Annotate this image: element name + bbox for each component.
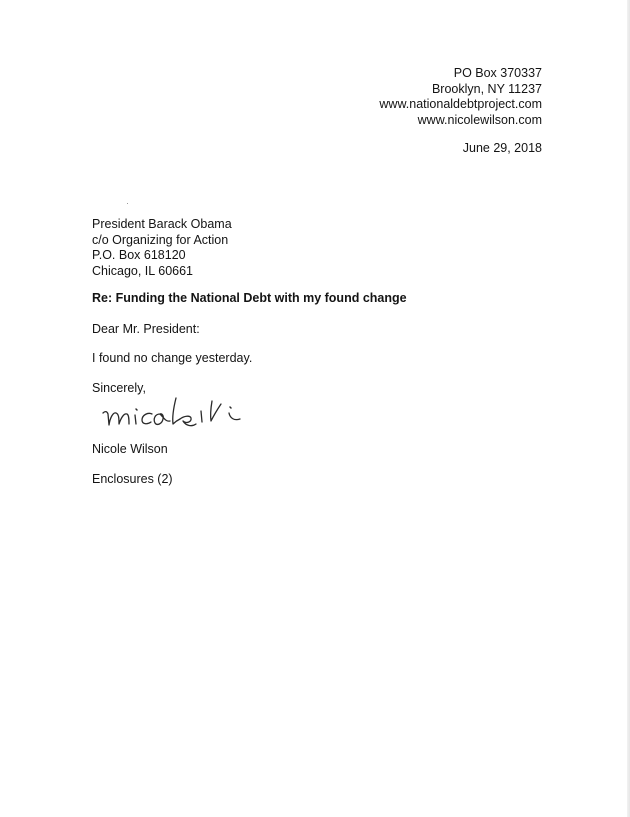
letter-body: I found no change yesterday.	[92, 351, 253, 365]
scan-speck	[127, 203, 128, 204]
subject-line: Re: Funding the National Debt with my found change	[92, 291, 407, 305]
sender-po-box: PO Box 370337	[453, 66, 542, 80]
recipient-care-of: c/o Organizing for Action	[92, 232, 229, 247]
signer-name: Nicole Wilson	[92, 442, 168, 456]
sender-address-block	[379, 66, 542, 128]
enclosures-note: Enclosures (2)	[92, 472, 173, 486]
closing: Sincerely,	[92, 381, 146, 395]
sender-website-personal: www.nicolewilson.com	[417, 112, 542, 127]
sender-website-debt-project: www.nationaldebtproject.com	[379, 97, 542, 111]
letter-date: June 29, 2018	[462, 141, 542, 155]
recipient-city-state-zip: Chicago, IL 60661	[92, 263, 194, 278]
recipient-address-block	[92, 217, 232, 279]
recipient-name: President Barack Obama	[92, 217, 232, 231]
sender-city-state-zip: Brooklyn, NY 11237	[431, 81, 542, 96]
handwritten-signature	[100, 394, 248, 434]
salutation: Dear Mr. President:	[92, 322, 200, 336]
recipient-po-box: P.O. Box 618120	[92, 248, 186, 262]
